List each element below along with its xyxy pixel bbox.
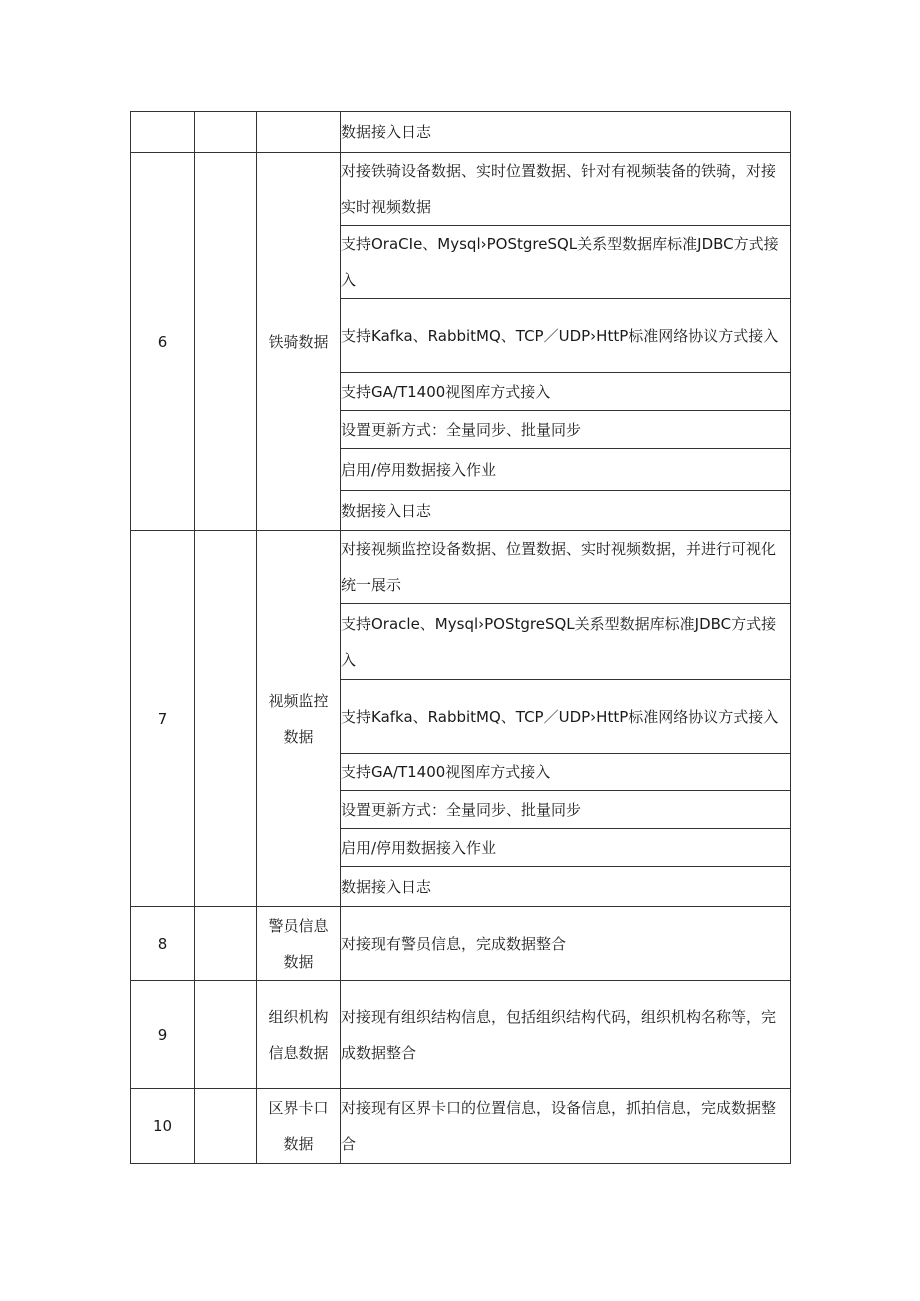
row-item-cell: 支持GA/T1400视图库方式接入 — [341, 373, 791, 411]
table-row — [131, 112, 791, 153]
row-name-cell — [257, 531, 341, 907]
row-number-cell: 6 — [131, 153, 195, 531]
empty-cell — [195, 981, 257, 1089]
row-item-cell: 数据接入日志 — [341, 867, 791, 907]
row-name-text: 区界卡口数据 — [268, 1099, 329, 1153]
row-name-text: 组织机构信息数据 — [268, 1007, 329, 1062]
row-name-text: 视频监控数据 — [268, 691, 329, 746]
row-item-cell: 支持GA/T1400视图库方式接入 — [341, 754, 791, 791]
row-item-cell: 支持Kafka、RabbitMQ、TCP／UDP›HttP标准网络协议方式接入 — [341, 680, 791, 754]
row-item-cell: 支持OraCIe、Mysql›POStgreSQL关系型数据库标准JDBC方式接入 — [341, 226, 791, 299]
table-row — [131, 907, 791, 981]
row-number-cell: 10 — [131, 1089, 195, 1164]
empty-cell — [195, 112, 257, 153]
row-name-cell — [257, 153, 341, 531]
row-item-cell: 支持Oracle、Mysql›POStgreSQL关系型数据库标准JDBC方式接入 — [341, 604, 791, 680]
row-item-cell: 启用/停用数据接入作业 — [341, 449, 791, 491]
empty-cell — [195, 531, 257, 907]
row-name-cell — [257, 907, 341, 981]
row-item-cell: 对接现有组织结构信息，包括组织结构代码，组织机构名称等，完成数据整合 — [341, 981, 791, 1089]
empty-cell — [195, 907, 257, 981]
row-item-cell: 对接视频监控设备数据、位置数据、实时视频数据，并进行可视化统一展示 — [341, 531, 791, 604]
row-item-cell: 启用/停用数据接入作业 — [341, 829, 791, 867]
row-name-cell — [257, 112, 341, 153]
row-item-cell: 对接现有区界卡口的位置信息，设备信息，抓拍信息，完成数据整合 — [341, 1089, 791, 1164]
row-name-cell — [257, 981, 341, 1089]
row-name-text: 警员信息数据 — [268, 916, 329, 971]
requirements-table — [130, 111, 791, 1164]
row-number-cell: 8 — [131, 907, 195, 981]
row-name-text: 铁骑数据 — [268, 332, 329, 351]
row-item-cell: 数据接入日志 — [341, 491, 791, 531]
table-row — [131, 531, 791, 604]
row-number-cell: 9 — [131, 981, 195, 1089]
table-row — [131, 981, 791, 1089]
row-item-cell: 对接现有警员信息，完成数据整合 — [341, 907, 791, 981]
row-number-cell: 7 — [131, 531, 195, 907]
table-row — [131, 1089, 791, 1164]
row-item-cell: 支持Kafka、RabbitMQ、TCP／UDP›HttP标准网络协议方式接入 — [341, 299, 791, 373]
row-item-cell: 设置更新方式：全量同步、批量同步 — [341, 791, 791, 829]
table-row — [131, 153, 791, 226]
empty-cell — [195, 1089, 257, 1164]
row-number-cell — [131, 112, 195, 153]
row-item-cell: 对接铁骑设备数据、实时位置数据、针对有视频装备的铁骑，对接实时视频数据 — [341, 153, 791, 226]
row-name-cell — [257, 1089, 341, 1164]
row-item-cell: 数据接入日志 — [341, 112, 791, 153]
empty-cell — [195, 153, 257, 531]
row-item-cell: 设置更新方式：全量同步、批量同步 — [341, 411, 791, 449]
